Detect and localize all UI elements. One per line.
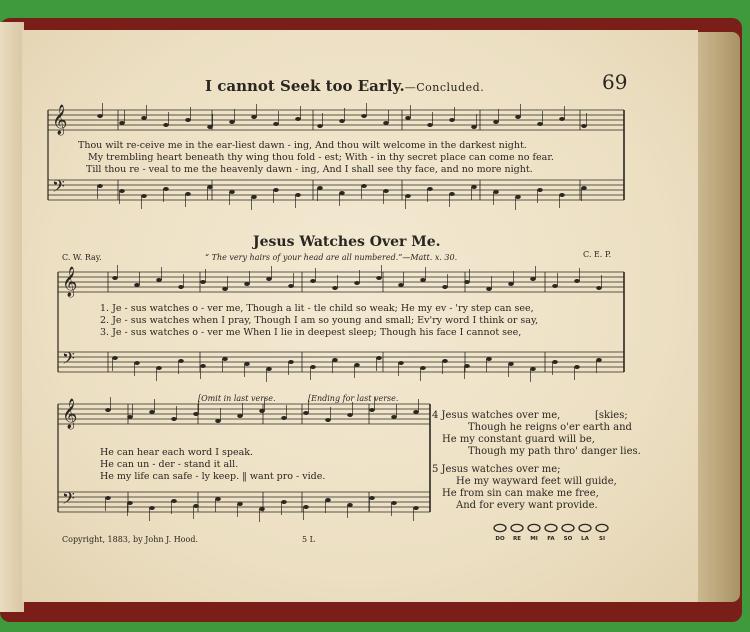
- note-head: [295, 117, 301, 121]
- bass-clef: 𝄢: [62, 488, 75, 512]
- note-head: [266, 277, 272, 281]
- note-head: [574, 365, 580, 369]
- note-head: [112, 356, 118, 360]
- verse-line: 3. Je - sus watches o - ver me When I lie in deepest sleep; Though his face I cannot see,: [100, 327, 522, 338]
- note-head: [486, 287, 492, 291]
- note-head: [442, 359, 448, 363]
- note-head: [141, 116, 147, 120]
- note-head: [427, 123, 433, 127]
- note-head: [229, 120, 235, 124]
- note-head: [420, 366, 426, 370]
- note-head: [119, 189, 125, 193]
- solfege-note-shape: [579, 524, 591, 531]
- note-head: [207, 125, 213, 129]
- note-head: [471, 185, 477, 189]
- note-head: [317, 186, 323, 190]
- note-head: [325, 418, 331, 422]
- note-head: [449, 192, 455, 196]
- note-head: [215, 497, 221, 501]
- note-head: [383, 189, 389, 193]
- solfege-label: SO: [563, 536, 573, 542]
- solfege-note-shape: [596, 524, 608, 531]
- note-head: [127, 501, 133, 505]
- note-head: [222, 357, 228, 361]
- note-head: [596, 358, 602, 362]
- verse-line: 2. Je - sus watches when I pray, Though I am so young and small; Ev'ry word I think or say,: [100, 315, 539, 326]
- note-head: [420, 278, 426, 282]
- note-head: [156, 278, 162, 282]
- treble-clef: 𝄞: [62, 399, 78, 429]
- solfege-note-shape: [511, 524, 523, 531]
- note-head: [317, 124, 323, 128]
- solfege-note-shape: [528, 524, 540, 531]
- note-head: [449, 118, 455, 122]
- note-head: [193, 504, 199, 508]
- note-head: [464, 364, 470, 368]
- note-head: [163, 187, 169, 191]
- note-head: [251, 115, 257, 119]
- note-head: [266, 367, 272, 371]
- note-head: [486, 357, 492, 361]
- note-head: [141, 194, 147, 198]
- note-head: [391, 415, 397, 419]
- note-head: [347, 503, 353, 507]
- note-head: [244, 362, 250, 366]
- note-head: [347, 413, 353, 417]
- note-head: [273, 122, 279, 126]
- note-head: [295, 193, 301, 197]
- bass-clef: 𝄢: [62, 348, 75, 372]
- note-head: [515, 195, 521, 199]
- note-head: [581, 124, 587, 128]
- note-head: [185, 118, 191, 122]
- solfege-label: MI: [530, 536, 538, 542]
- note-head: [471, 125, 477, 129]
- note-head: [310, 365, 316, 369]
- note-head: [369, 496, 375, 500]
- note-head: [105, 408, 111, 412]
- note-head: [493, 120, 499, 124]
- note-head: [193, 412, 199, 416]
- note-head: [596, 286, 602, 290]
- note-head: [537, 188, 543, 192]
- note-head: [259, 507, 265, 511]
- note-head: [288, 360, 294, 364]
- bass-clef: 𝄢: [52, 176, 65, 200]
- composer-credit: C. W. Ray.: [62, 253, 102, 262]
- note-head: [530, 367, 536, 371]
- note-head: [112, 276, 118, 280]
- omit-label: [Omit in last verse.: [198, 394, 276, 403]
- note-head: [325, 498, 331, 502]
- note-head: [163, 123, 169, 127]
- note-head: [398, 283, 404, 287]
- treble-clef: 𝄞: [52, 105, 68, 135]
- ending-label: [Ending for last verse.: [308, 394, 399, 403]
- note-head: [134, 361, 140, 365]
- note-head: [171, 499, 177, 503]
- lyric-line: Till thou re - veal to me the heavenly dawn - ing, And I shall see thy face, and no more night.: [86, 164, 533, 175]
- note-head: [332, 358, 338, 362]
- note-head: [97, 114, 103, 118]
- note-head: [530, 277, 536, 281]
- note-head: [369, 408, 375, 412]
- note-head: [413, 506, 419, 510]
- note-head: [149, 506, 155, 510]
- author-credit: C. E. P.: [583, 250, 612, 259]
- note-head: [537, 122, 543, 126]
- note-head: [259, 409, 265, 413]
- solfege-note-shape: [545, 524, 557, 531]
- refrain-line: He can un - der - stand it all.: [100, 459, 239, 470]
- verse-5: 5 Jesus watches over me; He my wayward feet will guide, He from sin can make me free, And for every want provide.: [432, 464, 617, 511]
- note-head: [105, 496, 111, 500]
- note-head: [354, 281, 360, 285]
- note-head: [559, 193, 565, 197]
- note-head: [251, 195, 257, 199]
- refrain-line: He my life can safe - ly keep. ‖ want pro - vide.: [100, 471, 326, 482]
- note-head: [200, 364, 206, 368]
- note-head: [200, 280, 206, 284]
- solfege-label: DO: [495, 536, 505, 542]
- note-head: [185, 192, 191, 196]
- note-head: [332, 286, 338, 290]
- note-head: [303, 505, 309, 509]
- note-head: [361, 184, 367, 188]
- top-hymn-title: I cannot Seek too Early.—Concluded.: [205, 77, 485, 95]
- note-head: [398, 361, 404, 365]
- note-head: [376, 356, 382, 360]
- note-head: [427, 187, 433, 191]
- note-head: [127, 415, 133, 419]
- note-head: [581, 186, 587, 190]
- note-head: [303, 411, 309, 415]
- note-head: [237, 502, 243, 506]
- verse-line: 1. Je - sus watches o - ver me, Though a lit - tle child so weak; He my ev - 'ry step can see,: [100, 303, 534, 314]
- note-head: [405, 116, 411, 120]
- note-head: [574, 279, 580, 283]
- note-head: [354, 363, 360, 367]
- note-head: [229, 190, 235, 194]
- note-head: [405, 194, 411, 198]
- lyric-line: My trembling heart beneath thy wing thou fold - est; With - in thy secret place can come no fear.: [88, 152, 554, 163]
- note-head: [171, 417, 177, 421]
- solfege-label: FA: [547, 536, 555, 542]
- note-head: [273, 188, 279, 192]
- note-head: [442, 285, 448, 289]
- note-head: [508, 282, 514, 286]
- note-head: [391, 501, 397, 505]
- note-head: [464, 280, 470, 284]
- note-head: [134, 283, 140, 287]
- note-head: [339, 191, 345, 195]
- note-head: [215, 419, 221, 423]
- note-head: [508, 362, 514, 366]
- solfege-label: LA: [581, 536, 589, 542]
- note-head: [222, 287, 228, 291]
- solfege-note-shape: [562, 524, 574, 531]
- treble-clef: 𝄞: [62, 267, 78, 297]
- note-head: [376, 276, 382, 280]
- note-head: [493, 190, 499, 194]
- note-head: [383, 121, 389, 125]
- note-head: [361, 114, 367, 118]
- note-head: [119, 121, 125, 125]
- note-head: [281, 500, 287, 504]
- note-head: [288, 284, 294, 288]
- note-head: [156, 366, 162, 370]
- note-head: [178, 359, 184, 363]
- copyright-notice: Copyright, 1883, by John J. Hood.: [62, 535, 198, 544]
- note-head: [244, 282, 250, 286]
- note-head: [552, 360, 558, 364]
- plate-number: 5 L: [302, 535, 315, 544]
- solfege-label: RE: [513, 536, 521, 542]
- note-head: [559, 117, 565, 121]
- note-head: [237, 414, 243, 418]
- note-head: [310, 279, 316, 283]
- solfege-label: SI: [598, 536, 606, 542]
- note-head: [515, 115, 521, 119]
- hymn-title: Jesus Watches Over Me.: [253, 234, 441, 250]
- lyric-line: Thou wilt re-ceive me in the ear-liest dawn - ing, And thou wilt welcome in the darkest night.: [78, 140, 527, 151]
- note-head: [97, 184, 103, 188]
- verse-4: 4 Jesus watches over me, [skies; Though he reigns o'er earth and He my constant guard will be, Though my path thro' danger lies.: [432, 410, 641, 457]
- note-head: [413, 410, 419, 414]
- note-head: [149, 410, 155, 414]
- note-head: [552, 284, 558, 288]
- note-head: [207, 185, 213, 189]
- refrain-line: He can hear each word I speak.: [100, 447, 254, 458]
- page-number: 69: [602, 70, 628, 94]
- scripture-epigraph: “ The very hairs of your head are all numbered.”—Matt. x. 30.: [205, 253, 458, 262]
- note-head: [281, 416, 287, 420]
- note-head: [178, 285, 184, 289]
- note-head: [339, 119, 345, 123]
- solfege-note-shape: [494, 524, 506, 531]
